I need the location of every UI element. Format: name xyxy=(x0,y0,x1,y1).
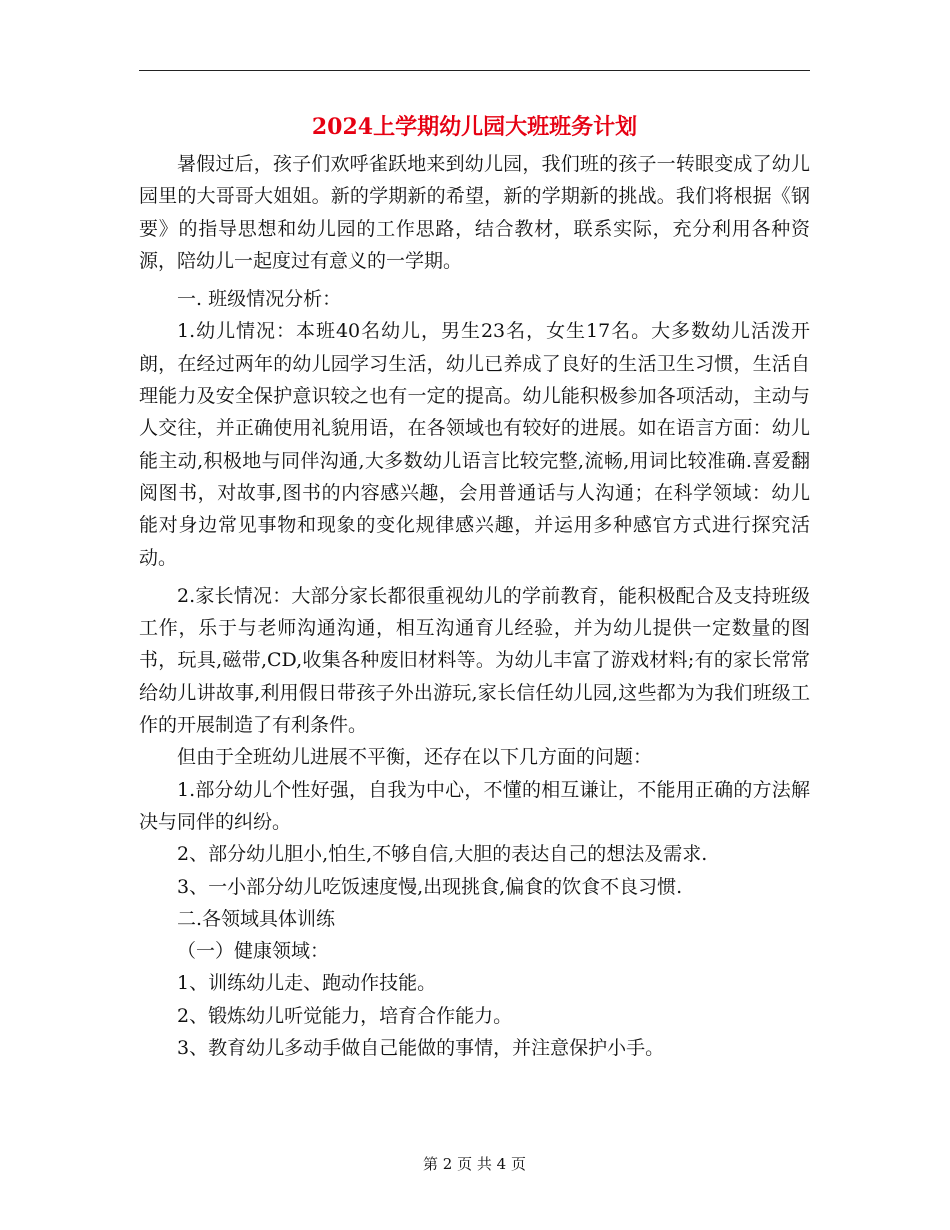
paragraph-section-heading: 一. 班级情况分析： xyxy=(177,288,342,311)
paragraph-problem-item: 3、一小部分幼儿吃饭速度慢,出现挑食,偏食的饮食不良习惯. xyxy=(177,875,683,898)
paragraph-problem-item: 1.部分幼儿个性好强，自我为中心，不懂的相互谦让，不能用正确的方法解决与同伴的纠纷。 xyxy=(139,778,810,833)
paragraph-list-item: 2、锻炼幼儿听觉能力，培育合作能力。 xyxy=(177,1004,513,1027)
paragraph-parents-situation: 2.家长情况：大部分家长都很重视幼儿的学前教育，能积极配合及支持班级工作，乐于与老师沟通沟通，相互沟通育儿经验，并为幼儿提供一定数量的图书，玩具,磁带,CD,收集各种废旧材料等。为幼儿丰富了游戏材料;有的家长常常给幼儿讲故事,利用假日带孩子外出游玩,家长信任幼儿园,这些都为为我们班级工作的开展制造了有利条件。 xyxy=(139,584,810,737)
paragraph-list-item: 1、训练幼儿走、跑动作技能。 xyxy=(177,972,437,995)
paragraph-problem-item: 2、部分幼儿胆小,怕生,不够自信,大胆的表达自己的想法及需求. xyxy=(177,843,708,866)
document-body xyxy=(139,148,810,1064)
paragraph-children-situation: 1.幼儿情况：本班40名幼儿，男生23名，女生17名。大多数幼儿活泼开朗，在经过两年的幼儿园学习生活，幼儿已养成了良好的生活卫生习惯，生活自理能力及安全保护意识较之也有一定的提高。幼儿能积极参加各项活动，主动与人交往，并正确使用礼貌用语，在各领域也有较好的进展。如在语言方面：幼儿能主动,积极地与同伴沟通,大多数幼儿语言比较完整,流畅,用词比较准确.喜爱翻阅图书，对故事,图书的内容感兴趣，会用普通话与人沟通；在科学领域：幼儿能对身边常见事物和现象的变化规律感兴趣，并运用多种感官方式进行探究活动。 xyxy=(139,320,810,569)
paragraph-list-item: 3、教育幼儿多动手做自己能做的事情，并注意保护小手。 xyxy=(177,1037,665,1060)
paragraph-section-heading: 二.各领域具体训练 xyxy=(177,907,336,930)
paragraph-intro: 暑假过后，孩子们欢呼雀跃地来到幼儿园，我们班的孩子一转眼变成了幼儿园里的大哥哥大姐姐。新的学期新的希望，新的学期新的挑战。我们将根据《钢要》的指导思想和幼儿园的工作思路，结合教材，联系实际，充分利用各种资源，陪幼儿一起度过有意义的一学期。 xyxy=(139,153,810,272)
header-rule xyxy=(139,70,810,71)
paragraph-subsection-heading: （一）健康领域： xyxy=(177,940,330,963)
paragraph-problems-intro: 但由于全班幼儿进展不平衡，还存在以下几方面的问题： xyxy=(177,746,653,769)
page-number: 第 2 页 共 4 页 xyxy=(423,1155,526,1173)
document-title: 2024上学期幼儿园大班班务计划 xyxy=(311,114,638,140)
